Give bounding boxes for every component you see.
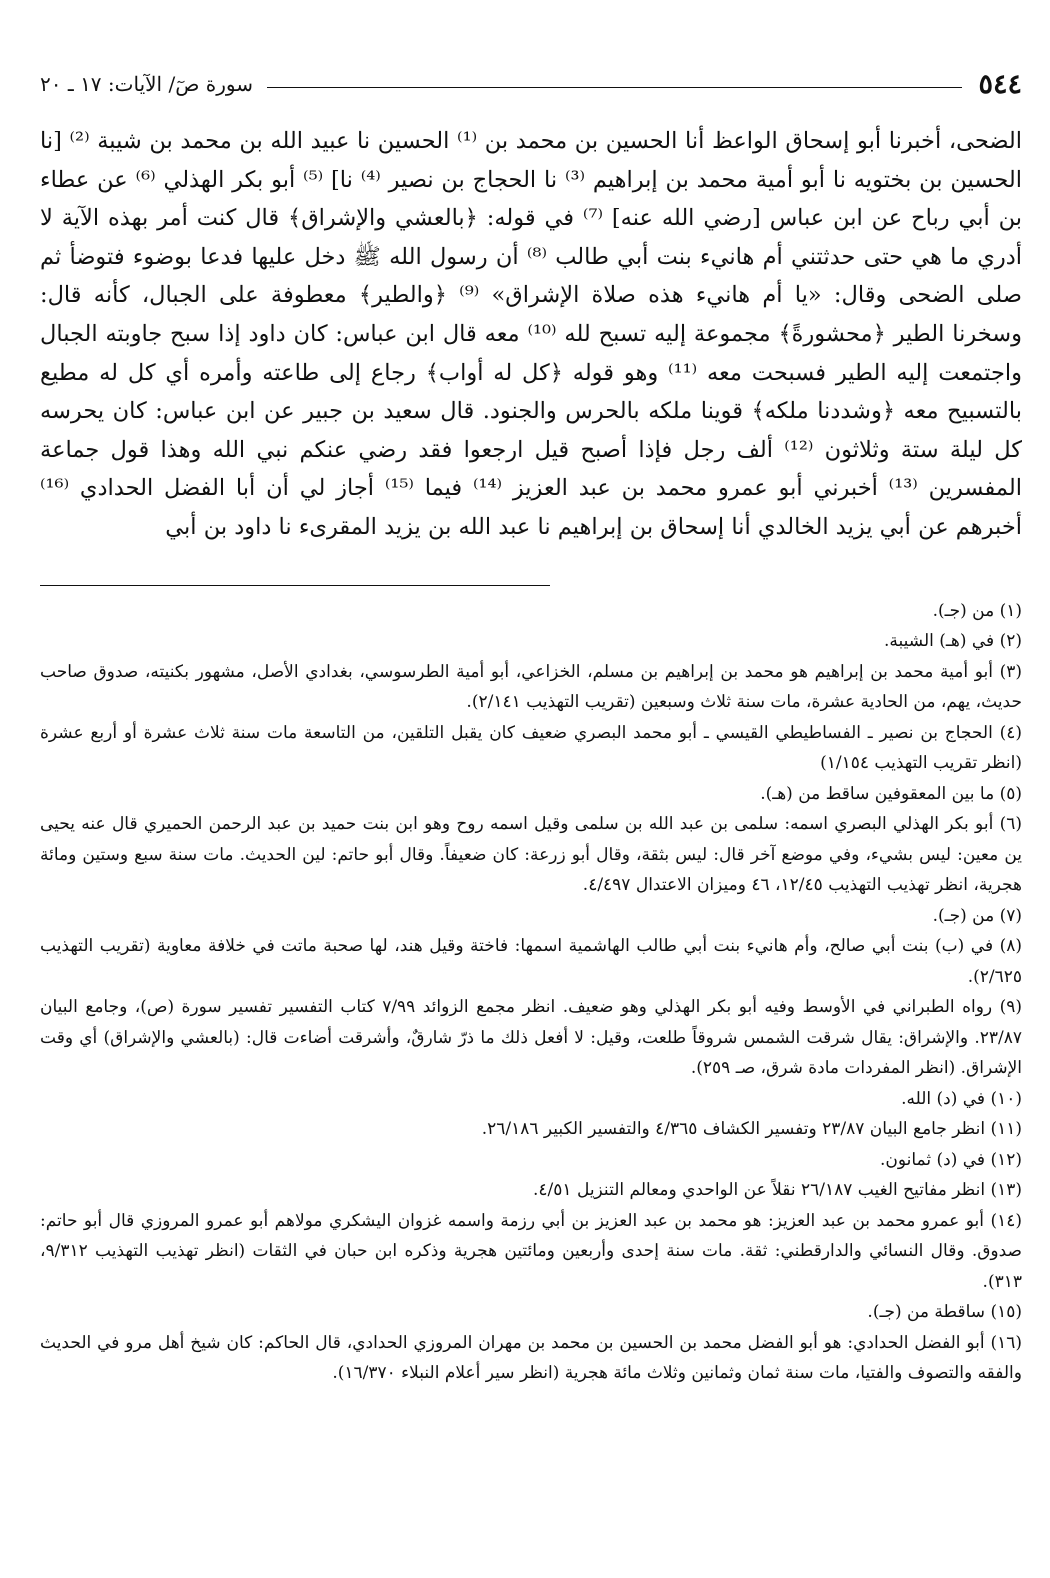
main-paragraph: الضحى، أخبرنا أبو إسحاق الواعظ أنا الحسين بن محمد بن ⁽¹⁾ الحسين نا عبيد الله بن محمد بن شيبة ⁽²⁾ [نا الحسين بن بختويه نا أبو أمية محمد بن إبراهيم ⁽³⁾ نا الحجاج بن نصير ⁽⁴⁾ نا] ⁽⁵⁾ أبو بكر الهذلي ⁽⁶⁾ عن عطاء بن أبي رباح عن ابن عباس [رضي الله عنه] ⁽⁷⁾ في قوله: ﴿بالعشي والإشراق﴾ قال كنت أمر بهذه الآية لا أدري ما هي حتى حدثتني أم هانيء بنت أبي طالب ⁽⁸⁾ أن رسول الله ﷺ دخل عليها فدعا بوضوء فتوضأ ثم صلى الضحى وقال: «يا أم هانيء هذه صلاة الإشراق» ⁽⁹⁾ ﴿والطير﴾ معطوفة على الجبال، كأنه قال: وسخرنا الطير ﴿محشورةً﴾ مجموعة إليه تسبح لله ⁽¹⁰⁾ معه قال ابن عباس: كان داود إذا سبح جاوبته الجبال واجتمعت إليه الطير فسبحت معه ⁽¹¹⁾ وهو قوله ﴿كل له أواب﴾ رجاع إلى طاعته وأمره أي كل له مطيع بالتسبيح معه ﴿وشددنا ملكه﴾ قوينا ملكه بالحرس والجنود. قال سعيد بن جبير عن ابن عباس: كان يحرسه كل ليلة ستة وثلاثون ⁽¹²⁾ ألف رجل فإذا أصبح قيل ارجعوا فقد رضي عنكم نبي الله وهذا قول جماعة المفسرين ⁽¹³⁾ أخبرني أبو عمرو محمد بن عبد العزيز ⁽¹⁴⁾ فيما ⁽¹⁵⁾ أجاز لي أن أبا الفضل الحدادي ⁽¹⁶⁾ أخبرهم عن أبي يزيد الخالدي أنا إسحاق بن إبراهيم نا عبد الله بن يزيد المقرىء نا داود بن أبي bbox=[40, 128, 1023, 540]
page-header bbox=[40, 64, 1022, 104]
footnote-1: (١) من (جـ). bbox=[932, 600, 1022, 621]
footnote-16: (١٦) أبو الفضل الحدادي: هو أبو الفضل محمد بن الحسين بن محمد بن مهران المروزي الحدادي، قال الحاكم: كان شيخ أهل مرو في الحديث والفقه والتصوف والفتيا، مات سنة ثمان وثمانين وثلاث مائة هجرية (انظر سير أعلام النبلاء ١٦/٣٧٠). bbox=[40, 1332, 1022, 1384]
footnote-14: (١٤) أبو عمرو محمد بن عبد العزيز: هو محمد بن عبد العزيز بن أبي رزمة واسمه غزوان اليشكري مولاهم أبو عمرو المروزي قال أبو حاتم: صدوق. وقال النسائي والدارقطني: ثقة. مات سنة إحدى وأربعين ومائتين هجرية وذكره ابن حبان في الثقات (انظر تهذيب التهذيب ٩/٣١٢، ٣١٣). bbox=[40, 1210, 1022, 1292]
footnote-4: (٤) الحجاج بن نصير ـ الفساطيطي القيسي ـ أبو محمد البصري ضعيف كان يقبل التلقين، من التاسعة مات سنة ثلاث عشرة أو أربع عشرة (انظر تقريب التهذيب ١/١٥٤) bbox=[40, 722, 1022, 774]
footnote-13: (١٣) انظر مفاتيح الغيب ٢٦/١٨٧ نقلاً عن الواحدي ومعالم التنزيل ٤/٥١. bbox=[533, 1180, 1022, 1201]
header-rule bbox=[267, 87, 963, 88]
footnote-5: (٥) ما بين المعقوفين ساقط من (هـ). bbox=[760, 783, 1022, 804]
page-number: ٥٤٤ bbox=[978, 68, 1022, 100]
footnote-15: (١٥) ساقطة من (جـ). bbox=[867, 1302, 1022, 1323]
footnote-separator bbox=[40, 585, 550, 586]
footnote-11: (١١) انظر جامع البيان ٢٣/٨٧ وتفسير الكشاف ٤/٣٦٥ والتفسير الكبير ٢٦/١٨٦. bbox=[481, 1119, 1022, 1140]
running-title: سورة صٓ/ الآيات: ١٧ ـ ٢٠ bbox=[40, 72, 253, 96]
footnote-2: (٢) في (هـ) الشيبة. bbox=[884, 631, 1022, 652]
footnote-8: (٨) في (ب) بنت أبي صالح، وأم هانيء بنت أبي طالب الهاشمية اسمها: فاختة وقيل هند، لها صحبة ماتت في خلافة معاوية (تقريب التهذيب ٢/٦٢٥). bbox=[40, 936, 1022, 987]
main-text bbox=[40, 122, 1022, 547]
footnote-7: (٧) من (جـ). bbox=[932, 905, 1022, 926]
footnote-10: (١٠) في (د) الله. bbox=[901, 1088, 1022, 1109]
page bbox=[40, 64, 1022, 1389]
footnote-6: (٦) أبو بكر الهذلي البصري اسمه: سلمى بن عبد الله بن سلمى وقيل اسمه روح وهو ابن بنت حميد بن عبد الرحمن الحميري قال عنه يحيى ين معين: ليس بشيء، وفي موضع آخر قال: ليس بثقة، وقال أبو زرعة: كان ضعيفاً. وقال أبو حاتم: لين الحديث. مات سنة سبع وستين ومائة هجرية، انظر تهذيب التهذيب ١٢/٤٥، ٤٦ وميزان الاعتدال ٤/٤٩٧. bbox=[40, 814, 1022, 896]
footnote-9: (٩) رواه الطبراني في الأوسط وفيه أبو بكر الهذلي وهو ضعيف. انظر مجمع الزوائد ٧/٩٩ كتاب التفسير تفسير سورة (ص)، وجامع البيان ٢٣/٨٧. والإشراق: يقال شرقت الشمس شروقاً طلعت، وقيل: لا أفعل ذلك ما ذرّ شارقٌ، وأشرقت أضاءت قال: (بالعشي والإشراق) أي وقت الإشراق. (انظر المفردات مادة شرق، صـ ٢٥٩). bbox=[40, 997, 1022, 1079]
footnote-12: (١٢) في (د) ثمانون. bbox=[879, 1149, 1022, 1170]
footnote-3: (٣) أبو أمية محمد بن إبراهيم هو محمد بن إبراهيم بن مسلم، الخزاعي، أبو أمية الطرسوسي، بغدادي الأصل، مشهور بكنيته، صدوق صاحب حديث، يهم، من الحادية عشرة، مات سنة ثلاث وسبعين (تقريب التهذيب ٢/١٤١). bbox=[40, 661, 1022, 713]
footnotes bbox=[40, 596, 1022, 1389]
